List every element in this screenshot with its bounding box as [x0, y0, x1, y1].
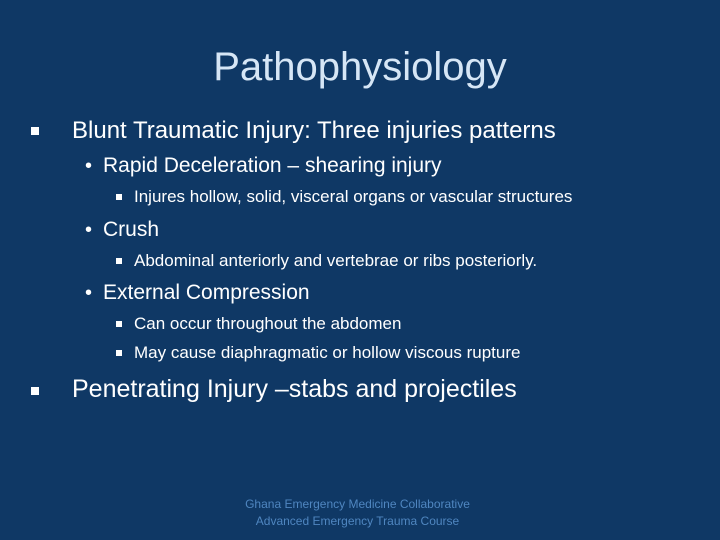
square-bullet-icon — [116, 350, 122, 356]
square-bullet-icon — [116, 258, 122, 264]
detail-bullet-text: Abdominal anteriorly and vertebrae or ribs posteriorly. — [134, 251, 538, 270]
footer-line-1: Ghana Emergency Medicine Collaborative — [245, 497, 470, 511]
sub-bullet-text: External Compression — [103, 281, 310, 304]
square-bullet-icon — [31, 387, 39, 395]
sub-bullet-text: Rapid Deceleration – shearing injury — [103, 154, 442, 177]
detail-bullet-text: May cause diaphragmatic or hollow viscous rupture — [134, 343, 521, 362]
slide-title: Pathophysiology — [213, 45, 507, 89]
detail-bullet-text: Can occur throughout the abdomen — [134, 314, 402, 333]
dot-bullet-icon: • — [85, 155, 93, 177]
square-bullet-icon — [116, 194, 122, 200]
footer-line-2: Advanced Emergency Trauma Course — [255, 514, 460, 528]
sub-bullet-text: Crush — [103, 218, 160, 241]
bullet-text: Blunt Traumatic Injury: Three injuries patterns — [72, 117, 556, 144]
dot-bullet-icon: • — [85, 219, 93, 241]
bullet-text: Penetrating Injury –stabs and projectiles — [72, 375, 517, 403]
square-bullet-icon — [116, 321, 122, 327]
dot-bullet-icon: • — [85, 282, 93, 304]
square-bullet-icon — [31, 127, 39, 135]
slide-footer — [0, 496, 715, 530]
detail-bullet-text: Injures hollow, solid, visceral organs or vascular structures — [134, 187, 573, 206]
